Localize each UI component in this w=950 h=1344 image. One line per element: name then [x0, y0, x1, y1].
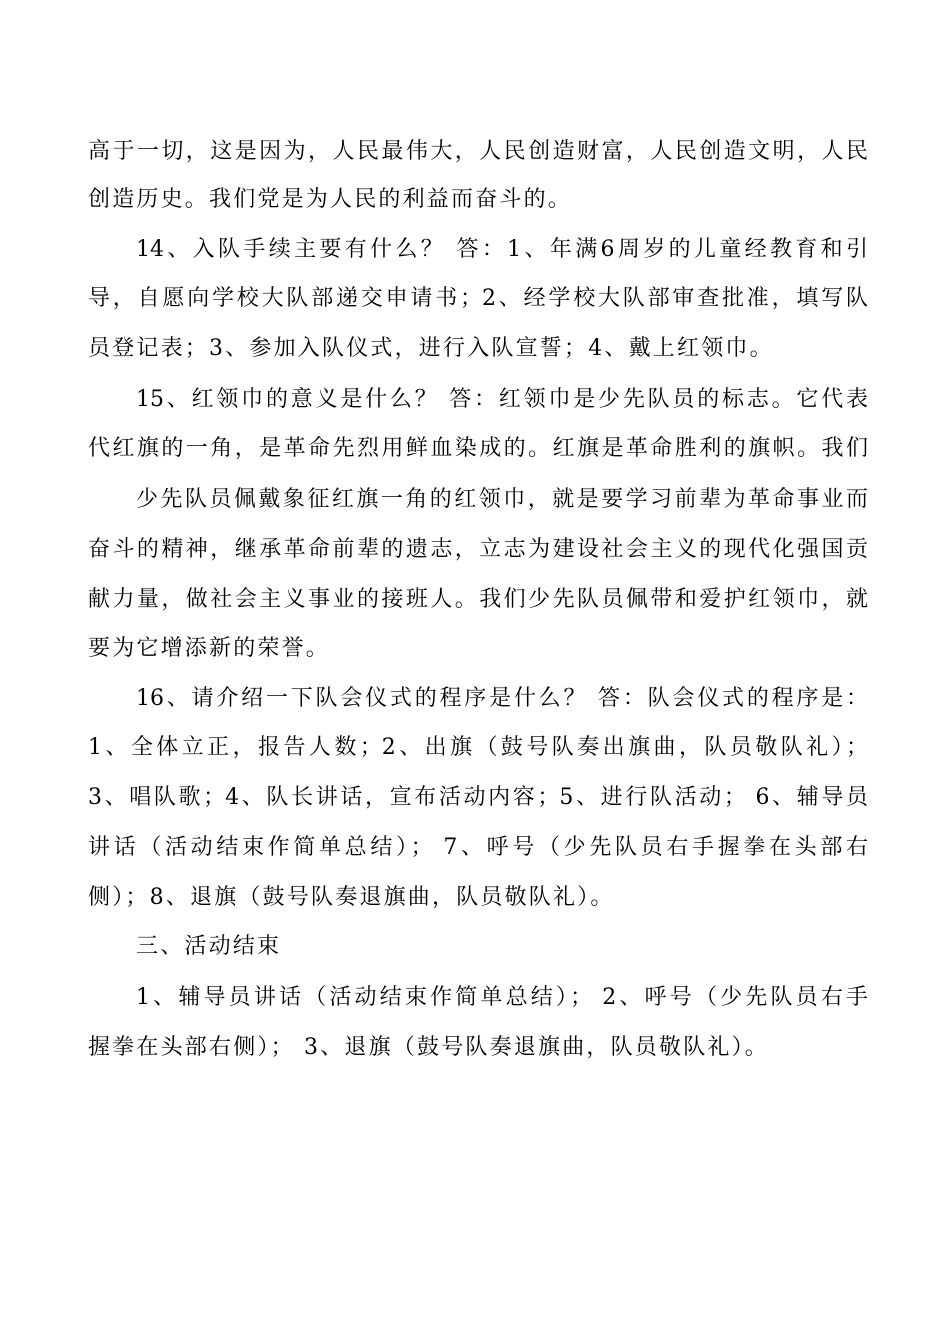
text-line-13: 1、全体立正，报告人数；2、出旗（鼓号队奏出旗曲，队员敬队礼）； — [88, 735, 868, 760]
text-line-12: 16、请介绍一下队会仪式的程序是什么？ 答：队会仪式的程序是： — [136, 686, 868, 711]
text-line-19: 握拳在头部右侧）； 3、退旗（鼓号队奏退旗曲，队员敬队礼）。 — [88, 1035, 769, 1060]
text-line-2: 创造历史。我们党是为人民的利益而奋斗的。 — [88, 187, 573, 212]
text-line-18: 1、辅导员讲话（活动结束作简单总结）； 2、呼号（少先队员右手 — [136, 985, 868, 1010]
text-line-6: 15、红领巾的意义是什么？ 答：红领巾是少先队员的标志。它代表 — [136, 387, 868, 412]
text-line-4: 导，自愿向学校大队部递交申请书；2、经学校大队部审查批准，填写队 — [88, 286, 868, 311]
text-line-16: 侧）；8、退旗（鼓号队奏退旗曲，队员敬队礼）。 — [88, 885, 615, 910]
text-line-8: 少先队员佩戴象征红旗一角的红领巾，就是要学习前辈为革命事业而 — [136, 487, 868, 512]
text-line-1: 高于一切，这是因为，人民最伟大，人民创造财富，人民创造文明，人民 — [88, 139, 868, 164]
section-heading: 三、活动结束 — [136, 934, 282, 959]
text-line-3: 14、入队手续主要有什么？ 答：1、年满6周岁的儿童经教育和引 — [136, 237, 868, 262]
text-line-14: 3、唱队歌；4、队长讲话，宣布活动内容；5、进行队活动； 6、辅导员 — [88, 785, 868, 810]
text-line-10: 献力量，做社会主义事业的接班人。我们少先队员佩带和爱护红领巾，就 — [88, 587, 868, 612]
text-line-9: 奋斗的精神，继承革命前辈的遗志，立志为建设社会主义的现代化强国贡 — [88, 537, 868, 562]
text-line-5: 员登记表；3、参加入队仪式，进行入队宣誓；4、戴上红领巾。 — [88, 336, 774, 361]
text-line-15: 讲话（活动结束作简单总结）； 7、呼号（少先队员右手握拳在头部右 — [88, 835, 868, 860]
text-line-7: 代红旗的一角，是革命先烈用鲜血染成的。红旗是革命胜利的旗帜。我们 — [88, 436, 868, 461]
text-line-11: 要为它增添新的荣誉。 — [88, 636, 331, 661]
